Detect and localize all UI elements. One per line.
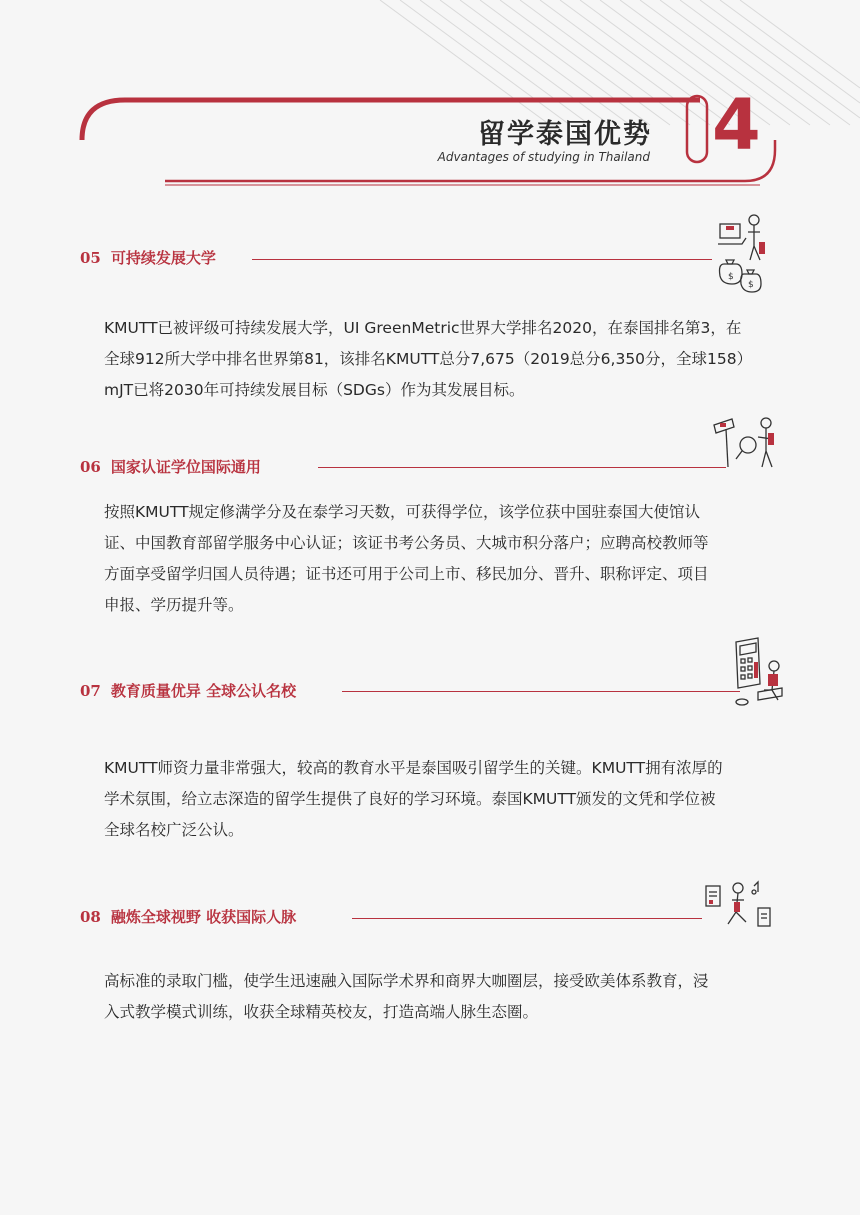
body-line: KMUTT师资力量非常强大，较高的教育水平是泰国吸引留学生的关键。KMUTT拥有浓厚的 bbox=[104, 759, 723, 777]
section-body-06 bbox=[104, 497, 794, 621]
body-line: 按照KMUTT规定修满学分及在泰学习天数，可获得学位，该学位获中国驻泰国大使馆认 bbox=[104, 503, 701, 521]
section-title-05 bbox=[80, 247, 216, 268]
section-number: 06 bbox=[80, 458, 101, 476]
svg-text:$: $ bbox=[728, 272, 734, 282]
section-divider bbox=[342, 691, 740, 692]
body-line: 全球名校广泛公认。 bbox=[104, 821, 244, 839]
body-line: mJT已将2030年可持续发展目标（SDGs）作为其发展目标。 bbox=[104, 381, 525, 399]
body-line: KMUTT已被评级可持续发展大学，UI GreenMetric世界大学排名2020，在泰国排名第3，在 bbox=[104, 319, 742, 337]
body-line: 申报、学历提升等。 bbox=[104, 596, 244, 614]
body-line: 学术氛围，给立志深造的留学生提供了良好的学习环境。泰国KMUTT颁发的文凭和学位被 bbox=[104, 790, 716, 808]
section-heading: 融炼全球视野 收获国际人脉 bbox=[110, 908, 297, 926]
section-heading: 教育质量优异 全球公认名校 bbox=[110, 682, 297, 700]
section-body-08 bbox=[104, 966, 794, 1028]
section-title-08 bbox=[80, 906, 296, 927]
page-subtitle: Advantages of studying in Thailand bbox=[437, 150, 650, 164]
section-divider bbox=[318, 467, 726, 468]
section-number: 08 bbox=[80, 908, 101, 926]
calculator-person-icon bbox=[728, 636, 788, 712]
section-number: 07 bbox=[80, 682, 101, 700]
section-heading: 国家认证学位国际通用 bbox=[110, 458, 261, 476]
section-title-06 bbox=[80, 456, 261, 477]
section-body-05 bbox=[104, 313, 794, 406]
signpost-magnifier-person-icon bbox=[710, 415, 785, 475]
body-line: 方面享受留学归国人员待遇；证书还可用于公司上市、移民加分、晋升、职称评定、项目 bbox=[104, 565, 709, 583]
section-heading: 可持续发展大学 bbox=[110, 249, 216, 267]
section-divider bbox=[352, 918, 702, 919]
page-title: 留学泰国优势 bbox=[478, 119, 652, 150]
thinking-person-documents-icon bbox=[700, 878, 780, 940]
section-number: 05 bbox=[80, 249, 101, 267]
body-line: 证、中国教育部留学服务中心认证；该证书考公务员、大城市积分落户；应聘高校教师等 bbox=[104, 534, 709, 552]
body-line: 入式教学模式训练，收获全球精英校友，打造高端人脉生态圈。 bbox=[104, 1003, 539, 1021]
section-divider bbox=[252, 259, 712, 260]
body-line: 全球912所大学中排名世界第81，该排名KMUTT总分7,675（2019总分6,350分，全球158） bbox=[104, 350, 753, 368]
section-body-07 bbox=[104, 753, 794, 846]
body-line: 高标准的录取门槛，使学生迅速融入国际学术界和商界大咖圈层，接受欧美体系教育，浸 bbox=[104, 972, 709, 990]
section-title-07 bbox=[80, 680, 296, 701]
svg-text:$: $ bbox=[748, 280, 754, 290]
money-bags-person-icon bbox=[712, 212, 782, 297]
chapter-number: 4 bbox=[712, 84, 761, 166]
